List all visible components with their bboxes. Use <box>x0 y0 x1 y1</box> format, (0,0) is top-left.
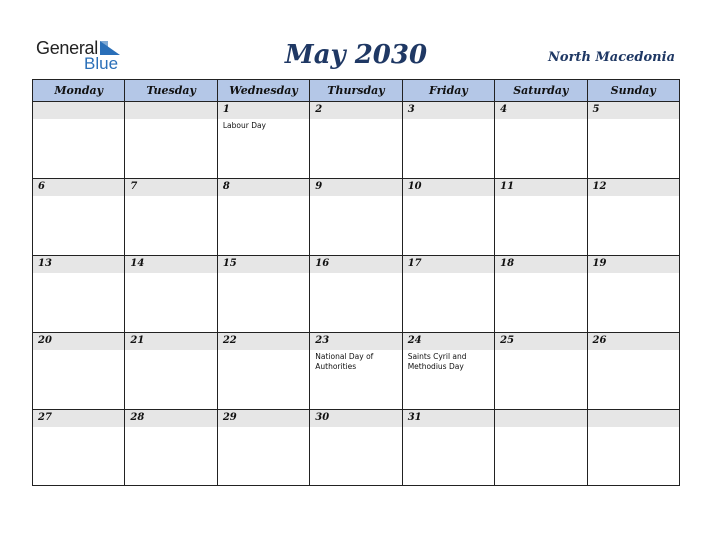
calendar-grid <box>32 79 680 486</box>
day-number: 25 <box>500 335 515 346</box>
day-cell <box>33 102 125 178</box>
day-number: 27 <box>38 412 52 423</box>
day-cell <box>125 179 217 255</box>
weekday-header: Monday <box>33 80 125 101</box>
weekday-header: Tuesday <box>125 80 217 101</box>
week-row <box>33 333 679 410</box>
weekday-header-row <box>33 80 679 102</box>
brand-line1: General <box>36 38 98 58</box>
day-cell <box>588 102 679 178</box>
day-number: 31 <box>407 412 422 423</box>
day-number: 20 <box>38 335 52 346</box>
day-number: 16 <box>315 258 330 269</box>
day-cell <box>218 256 310 332</box>
day-number: 3 <box>407 104 415 115</box>
day-cell <box>495 410 587 486</box>
day-cell <box>403 102 495 178</box>
day-cell <box>403 179 495 255</box>
day-cell <box>218 410 310 486</box>
holiday-label: Saints Cyril and Methodius Day <box>407 352 467 371</box>
date-bar <box>33 102 124 119</box>
day-number: 5 <box>592 104 600 115</box>
day-cell <box>310 333 402 409</box>
day-cell <box>310 410 402 486</box>
day-number: 8 <box>222 181 230 192</box>
date-bar <box>218 179 309 196</box>
brand-line2: Blue <box>84 54 119 73</box>
day-number: 17 <box>407 258 422 269</box>
day-cell <box>310 102 402 178</box>
date-bar <box>125 102 216 119</box>
day-number: 15 <box>222 258 237 269</box>
day-cell <box>403 410 495 486</box>
date-bar <box>310 179 401 196</box>
day-cell <box>495 256 587 332</box>
date-bar <box>125 179 216 196</box>
day-cell <box>218 102 310 178</box>
date-bar <box>218 102 309 119</box>
day-cell <box>218 179 310 255</box>
day-cell <box>495 333 587 409</box>
week-row <box>33 410 679 486</box>
date-bar <box>33 179 124 196</box>
day-number: 13 <box>38 258 52 269</box>
day-number: 14 <box>130 258 145 269</box>
date-bar <box>588 410 679 427</box>
day-number: 19 <box>592 258 607 269</box>
day-number: 18 <box>500 258 515 269</box>
day-cell <box>495 102 587 178</box>
day-cell <box>403 333 495 409</box>
day-number: 10 <box>407 181 422 192</box>
day-number: 4 <box>500 104 508 115</box>
day-cell <box>588 410 679 486</box>
day-number: 24 <box>407 335 422 346</box>
day-cell <box>125 333 217 409</box>
day-cell <box>495 179 587 255</box>
day-number: 21 <box>130 335 145 346</box>
day-number: 30 <box>315 412 330 423</box>
day-cell <box>310 179 402 255</box>
date-bar <box>588 102 679 119</box>
day-cell <box>33 410 125 486</box>
day-number: 6 <box>38 181 45 192</box>
weekday-header: Friday <box>403 80 495 101</box>
date-bar <box>495 410 586 427</box>
day-number: 2 <box>315 104 323 115</box>
day-cell <box>403 256 495 332</box>
day-number: 9 <box>315 181 323 192</box>
holiday-label: Labour Day <box>222 121 266 130</box>
day-number: 22 <box>222 335 237 346</box>
week-row <box>33 102 679 179</box>
day-cell <box>33 333 125 409</box>
day-cell <box>588 256 679 332</box>
weekday-header: Wednesday <box>218 80 310 101</box>
day-cell <box>588 179 679 255</box>
day-cell <box>33 256 125 332</box>
day-number: 26 <box>592 335 607 346</box>
holiday-label: National Day of Authorities <box>315 352 374 371</box>
weekday-header: Saturday <box>495 80 587 101</box>
weekday-header: Sunday <box>610 84 656 97</box>
date-bar <box>310 102 401 119</box>
day-cell <box>125 102 217 178</box>
day-number: 29 <box>222 412 237 423</box>
week-row <box>33 179 679 256</box>
calendar-title: May 2030 <box>284 40 428 70</box>
date-bar <box>403 102 494 119</box>
day-number: 11 <box>500 181 515 192</box>
day-number: 1 <box>222 104 230 115</box>
day-cell <box>218 333 310 409</box>
day-number: 12 <box>592 181 607 192</box>
day-number: 23 <box>315 335 330 346</box>
day-cell <box>125 410 217 486</box>
weekday-header: Thursday <box>310 80 402 101</box>
day-cell <box>33 179 125 255</box>
day-cell <box>588 333 679 409</box>
weeks-container <box>33 102 679 486</box>
day-cell <box>125 256 217 332</box>
day-cell <box>310 256 402 332</box>
day-number: 28 <box>130 412 145 423</box>
date-bar <box>495 102 586 119</box>
week-row <box>33 256 679 333</box>
day-number: 7 <box>130 181 138 192</box>
country-name: North Macedonia <box>548 50 675 65</box>
